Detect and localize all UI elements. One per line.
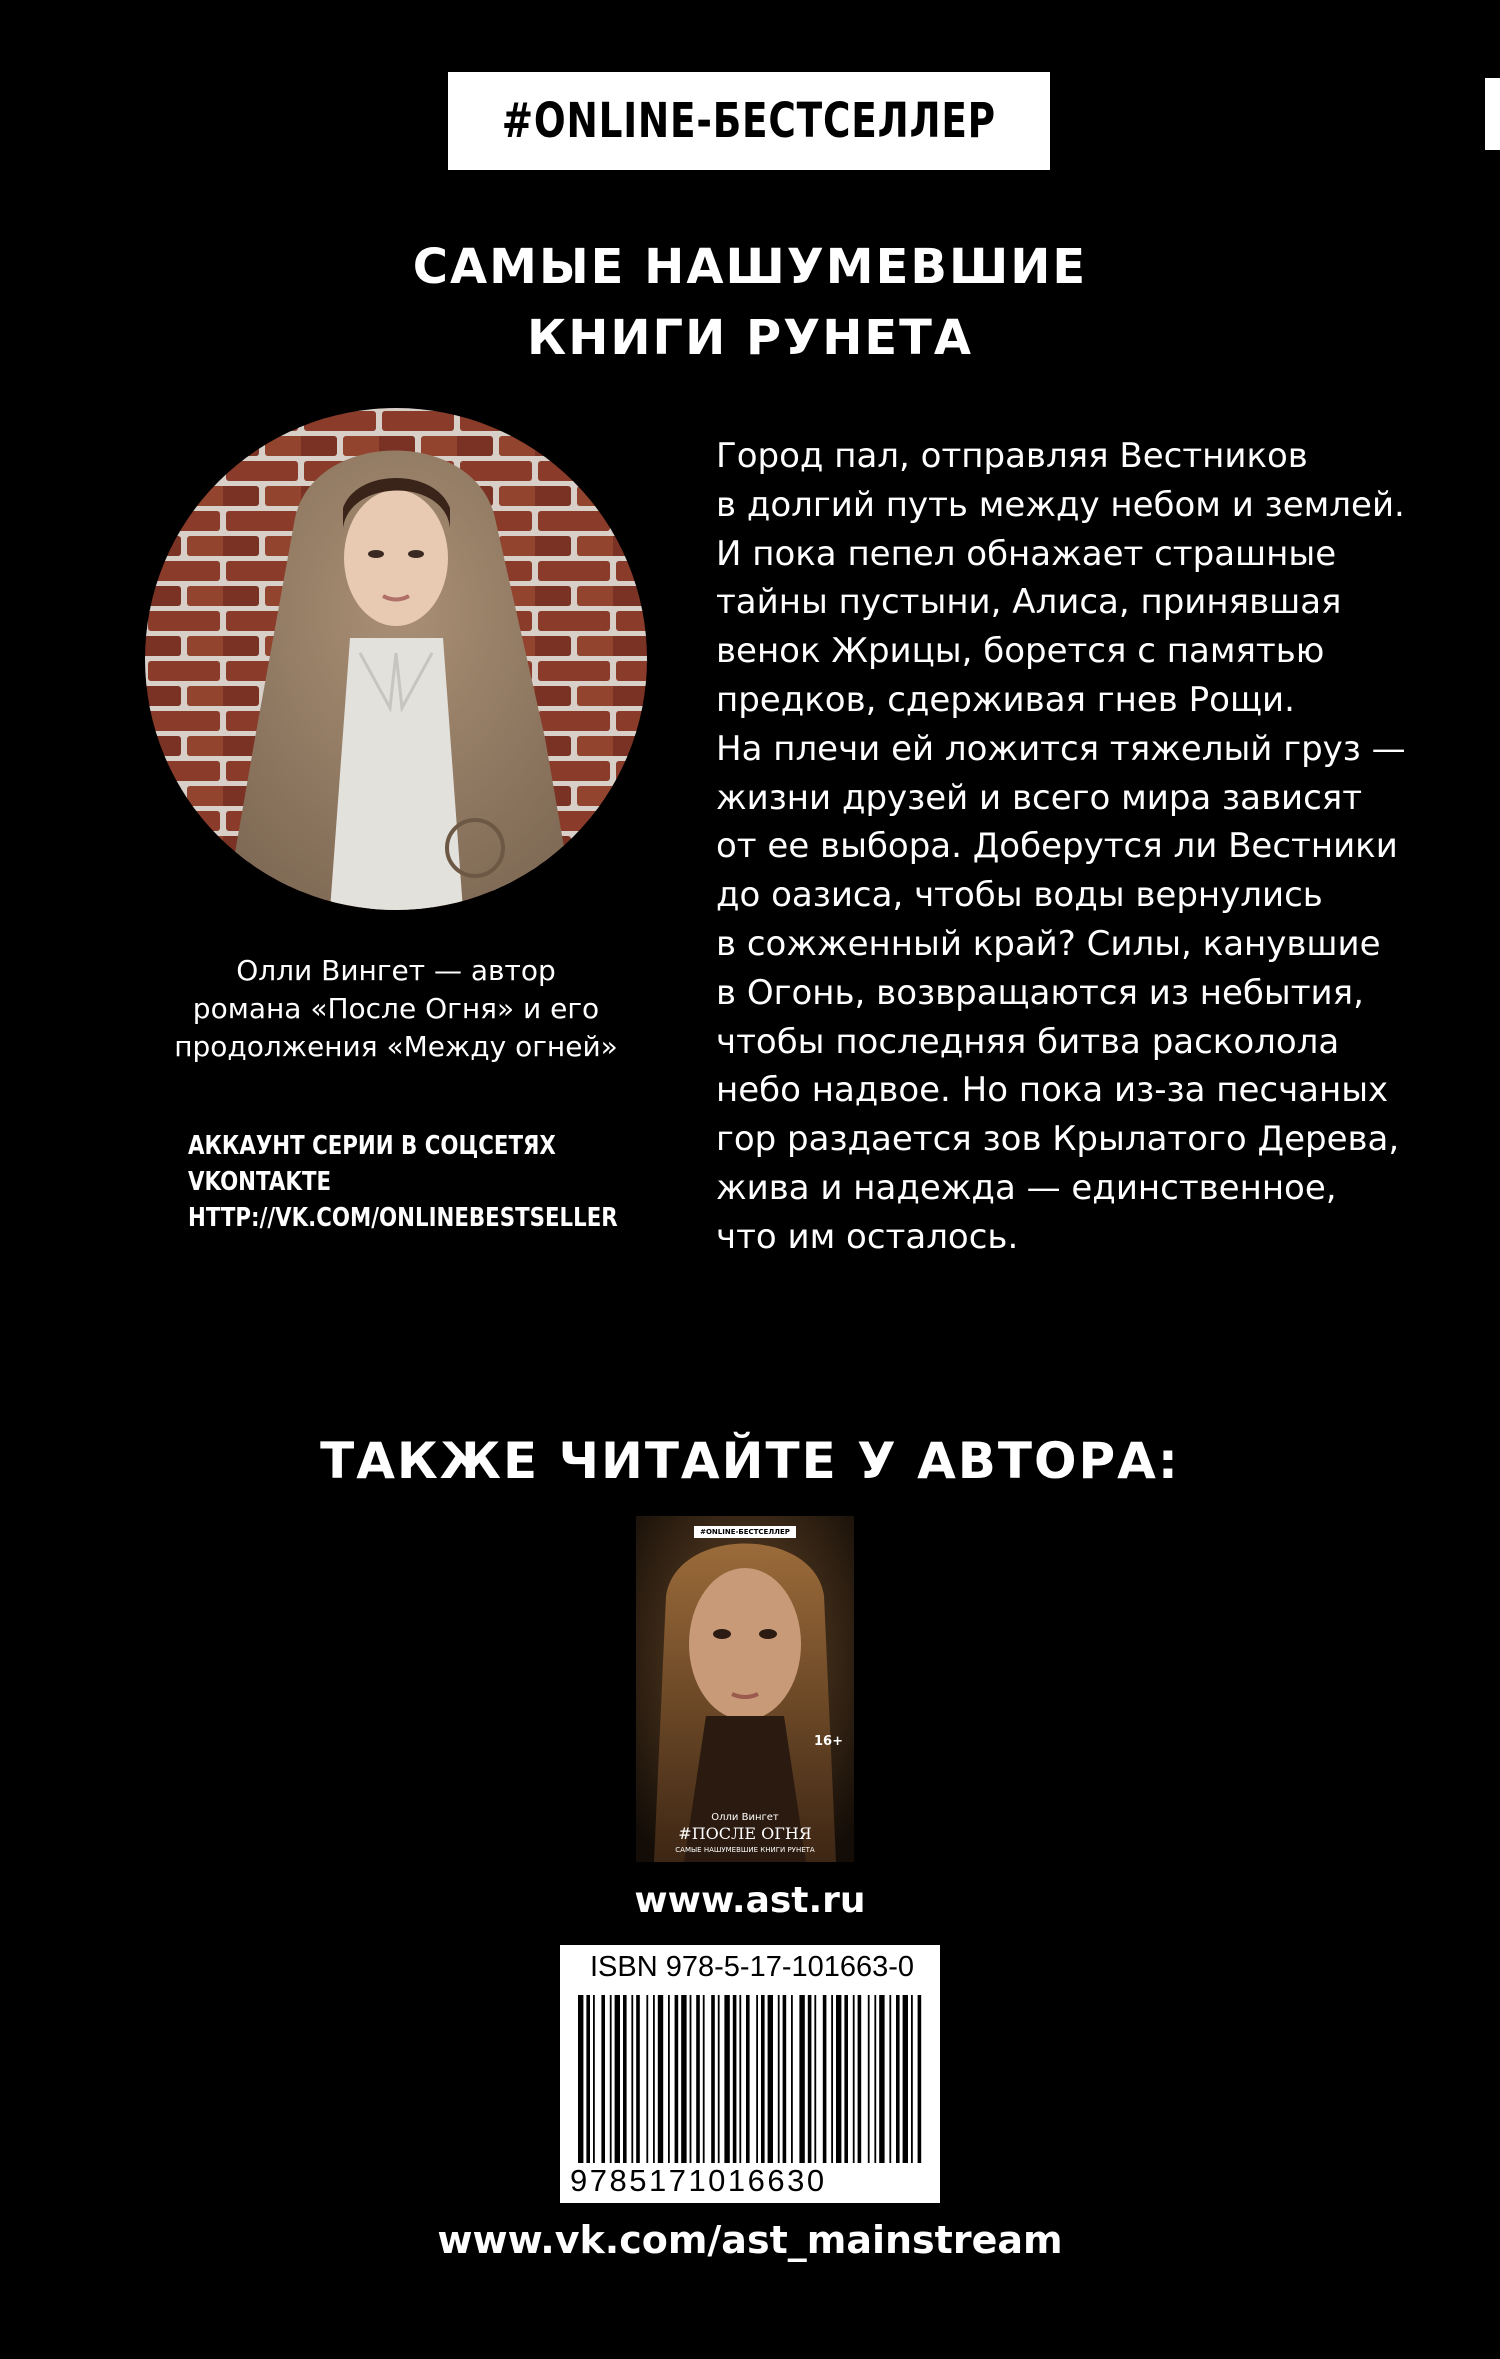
- social-network: VKONTAKTE: [188, 1167, 332, 1197]
- social-heading: АККАУНТ СЕРИИ В СОЦСЕТЯХ: [188, 1131, 556, 1161]
- also-read-heading: ТАКЖЕ ЧИТАЙТЕ У АВТОРА:: [320, 1432, 1180, 1490]
- publisher-website[interactable]: www.ast.ru: [634, 1880, 866, 1921]
- blurb-line: гор раздается зов Крылатого Дерева,: [716, 1119, 1400, 1160]
- barcode-bar: [646, 1995, 648, 2163]
- barcode-bar: [746, 1995, 750, 2163]
- vk-url[interactable]: www.vk.com/ast_mainstream: [437, 2218, 1063, 2262]
- cover-title: #ПОСЛЕ ОГНЯ: [678, 1824, 812, 1843]
- social-link: HTTP://VK.COM/ONLINEBESTSELLER: [188, 1203, 618, 1233]
- barcode-bar: [868, 1995, 870, 2163]
- barcode-bar: [696, 1995, 700, 2163]
- barcode-bar: [631, 1995, 633, 2163]
- author-caption-line: Олли Вингет — автор: [236, 954, 556, 987]
- blurb-line: от ее выбора. Доберутся ли Вестники: [716, 826, 1398, 867]
- blurb-line: На плечи ей ложится тяжелый груз —: [716, 728, 1406, 769]
- barcode-bar: [586, 1995, 590, 2163]
- blurb-line: венок Жрицы, борется с памятью: [716, 631, 1325, 672]
- barcode-bar: [874, 1995, 876, 2163]
- author-photo: [145, 408, 647, 910]
- barcode-bar: [675, 1995, 679, 2163]
- author-caption-line: романа «После Огня» и его: [192, 992, 600, 1025]
- barcode-bar: [768, 1995, 773, 2163]
- barcode-bar: [724, 1995, 729, 2163]
- blurb-line: что им осталось.: [716, 1216, 1019, 1257]
- author-caption: [140, 952, 652, 1066]
- barcode-number: 9785171016630: [570, 2163, 827, 2198]
- barcode-bar: [578, 1995, 583, 2163]
- barcode-bar: [799, 1995, 804, 2163]
- cover-subtitle: САМЫЕ НАШУМЕВШИЕ КНИГИ РУНЕТА: [675, 1846, 815, 1854]
- barcode-bar: [761, 1995, 765, 2163]
- blurb-line: чтобы последняя битва расколола: [716, 1021, 1340, 1062]
- barcode-bar: [718, 1995, 720, 2163]
- barcode-bar: [653, 1995, 655, 2163]
- blurb-line: в Огонь, возвращаются из небытия,: [716, 972, 1364, 1013]
- social-block: [188, 1128, 628, 1236]
- barcode-bar: [593, 1995, 595, 2163]
- barcode-bar: [814, 1995, 816, 2163]
- related-book-cover[interactable]: [636, 1516, 854, 1862]
- barcode-bar: [903, 1995, 908, 2163]
- blurb-line: тайны пустыни, Алиса, принявшая: [716, 582, 1342, 623]
- blurb-line: до оазиса, чтобы воды вернулись: [716, 875, 1323, 916]
- blurb-line: в долгий путь между небом и землей.: [716, 484, 1405, 525]
- barcode-bar: [844, 1995, 848, 2163]
- blurb-line: И пока пепел обнажает страшные: [716, 533, 1337, 574]
- isbn-text: ISBN 978-5-17-101663-0: [590, 1951, 915, 1983]
- barcode-bar: [623, 1995, 627, 2163]
- blurb-line: в сожженный край? Силы, канувшие: [716, 923, 1381, 964]
- barcode-bar: [836, 1995, 841, 2163]
- barcode-bar: [739, 1995, 741, 2163]
- series-tag-box: [448, 72, 1050, 170]
- subtitle-line-2: КНИГИ РУНЕТА: [526, 310, 974, 366]
- barcode-bar: [703, 1995, 705, 2163]
- barcode-bar: [690, 1995, 692, 2163]
- subtitle-line-1: САМЫЕ НАШУМЕВШИЕ: [412, 239, 1088, 295]
- barcode-bar: [808, 1995, 812, 2163]
- blurb-line: жизни друзей и всего мира зависят: [716, 777, 1363, 818]
- barcode-bar: [889, 1995, 891, 2163]
- cover-author: Олли Вингет: [711, 1812, 779, 1823]
- author-caption-line: продолжения «Между огней»: [174, 1030, 618, 1063]
- barcode-bar: [636, 1995, 640, 2163]
- barcode-bar: [896, 1995, 900, 2163]
- barcode-bar: [733, 1995, 737, 2163]
- barcode-bar: [918, 1995, 922, 2163]
- barcode-bar: [756, 1995, 758, 2163]
- barcode-bar: [858, 1995, 862, 2163]
- blurb-line: жива и надежда — единственное,: [716, 1167, 1337, 1208]
- barcode-bar: [601, 1995, 605, 2163]
- cover-age-rating: 16+: [814, 1734, 843, 1749]
- barcode-bar: [823, 1995, 827, 2163]
- barcode-bar: [711, 1995, 715, 2163]
- corner-mark: [1485, 78, 1500, 150]
- barcode-bar: [668, 1995, 670, 2163]
- series-tag: #ONLINE-БЕСТСЕЛЛЕР: [501, 93, 997, 149]
- blurb-line: Город пал, отправляя Вестников: [716, 436, 1308, 476]
- barcode-bar: [853, 1995, 855, 2163]
- barcode-bar: [783, 1995, 787, 2163]
- blurb: [716, 432, 1406, 1262]
- barcode-bar: [615, 1995, 620, 2163]
- barcode-bar: [610, 1995, 612, 2163]
- barcode-bar: [791, 1995, 793, 2163]
- blurb-line: небо надвое. Но пока из-за песчаных: [716, 1070, 1389, 1111]
- barcode-bar: [879, 1995, 884, 2163]
- barcode-bar: [658, 1995, 663, 2163]
- isbn-barcode: [560, 1945, 940, 2203]
- barcode-bar: [778, 1995, 780, 2163]
- cover-series-tag: #ONLINE-БЕСТСЕЛЛЕР: [694, 1526, 796, 1538]
- barcode-bar: [911, 1995, 913, 2163]
- barcode-bar: [831, 1995, 833, 2163]
- blurb-line: предков, сдерживая гнев Рощи.: [716, 679, 1295, 720]
- barcode-bar: [681, 1995, 686, 2163]
